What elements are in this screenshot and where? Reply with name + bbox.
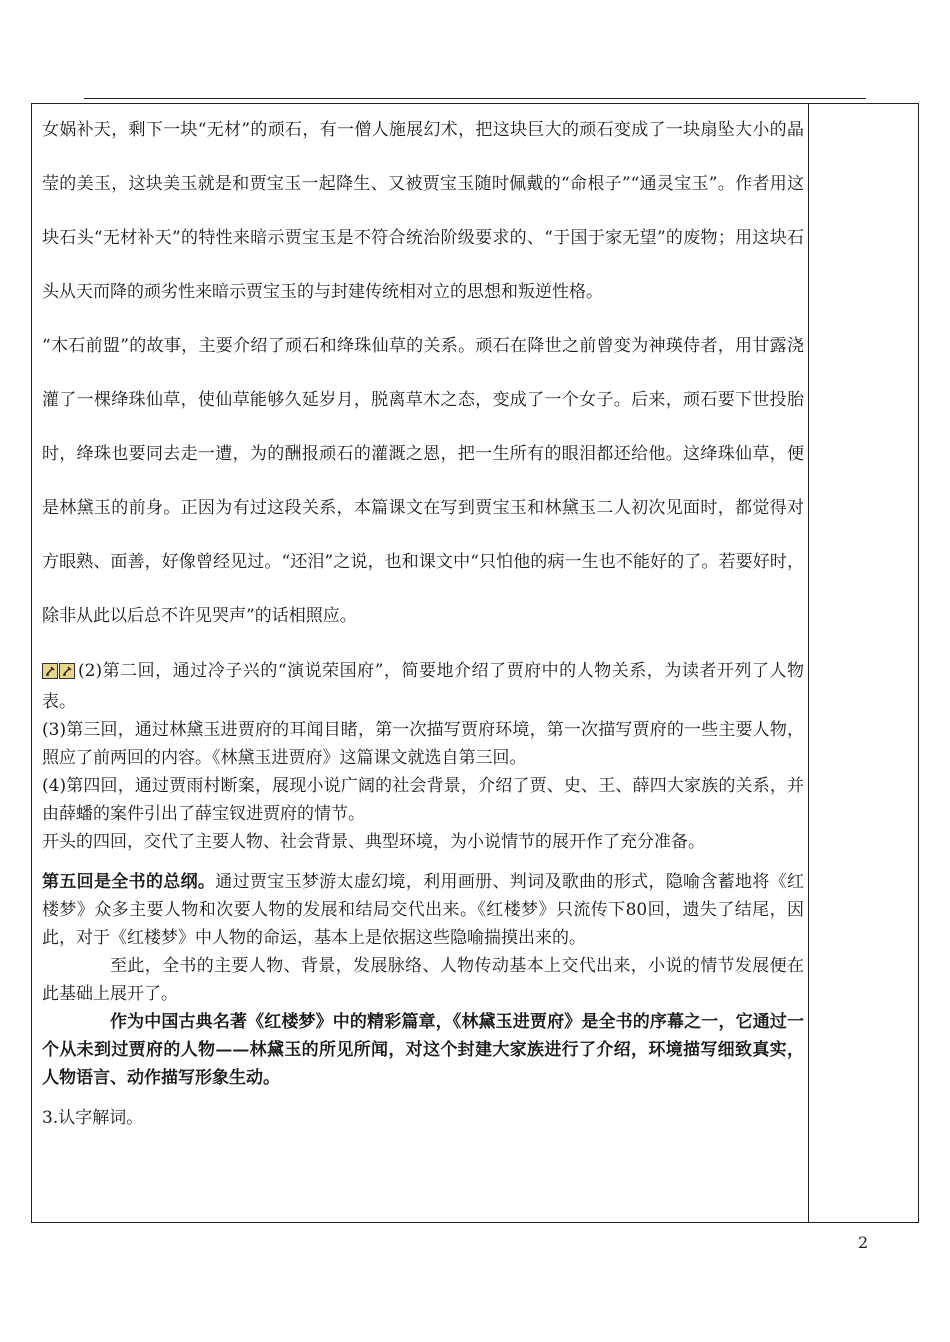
paragraph-stone: 女娲补天，剩下一块“无材”的顽石，有一僧人施展幻术，把这块巨大的顽石变成了一块扇坠大小的晶莹的美玉，这块美玉就是和贾宝玉一起降生、又被贾宝玉随时佩戴的“命根子”“通灵宝玉”。作者用这块石头“无材补天”的特性来暗示贾宝玉是不符合统治阶级要求的、“于国于家无望”的废物；用这块石头从天而降的顽劣性来暗示贾宝玉的与封建传统相对立的思想和叛逆性格。 [42, 120, 804, 302]
paragraph-alliance: “木石前盟”的故事，主要介绍了顽石和绛珠仙草的关系。顽石在降世之前曾变为神瑛侍者，用甘露浇灌了一棵绛珠仙草，使仙草能够久延岁月，脱离草木之态，变成了一个女子。后来，顽石要下世投胎时，绛珠也要同去走一遭，为的酬报顽石的灌溉之恩，把一生所有的眼泪都还给他。这绛珠仙草，便是林黛玉的前身。正因为有过这段关系，本篇课文在写到贾宝玉和林黛玉二人初次见面时，都觉得对方眼熟、面善，好像曾经见过。“还泪”之说，也和课文中“只怕他的病一生也不能好的了。若要好时，除非从此以后总不许见哭声”的话相照应。 [42, 336, 804, 626]
header-rule [84, 98, 866, 99]
paragraph-chapter-3: (3)第三回，通过林黛玉进贾府的耳闻目睹，第一次描写贾府环境，第一次描写贾府的一些主要人物，照应了前两回的内容。《林黛玉进贾府》这篇课文就选自第三回。 [42, 720, 804, 768]
paragraph-summary: 至此，全书的主要人物、背景，发展脉络、人物传动基本上交代出来，小说的情节发展便在此基础上展开了。 [42, 956, 804, 1004]
page-number: 2 [858, 1233, 869, 1252]
main-cell [42, 103, 804, 1132]
paragraph-conclusion: 作为中国古典名著《红楼梦》中的精彩篇章，《林黛玉进贾府》是全书的序幕之一，它通过一个从未到过贾府的人物——林黛玉的所见所闻，对这个封建大家族进行了介绍，环境描写细致真实，人物语言、动作描写形象生动。 [42, 1012, 804, 1088]
edit-marker-icon [42, 660, 76, 688]
chapter-5-lead: 第五回是全书的总纲。 [42, 872, 216, 892]
paragraph-chapter-4: (4)第四回，通过贾雨村断案，展现小说广阔的社会背景，介绍了贾、史、王、薛四大家族的关系，并由薛蟠的案件引出了薛宝钗进贾府的情节。 [42, 776, 804, 824]
chapter-5-body: 通过贾宝玉梦游太虚幻境，利用画册、判词及歌曲的形式，隐喻含蓄地将《红楼梦》众多主要人物和次要人物的发展和结局交代出来。《红楼梦》只流传下80回，遗失了结尾，因此，对于《红楼梦》中人物的命运，基本上是依据这些隐喻揣摸出来的。 [42, 872, 805, 948]
paragraph-chapter-2 [42, 657, 804, 716]
paragraph-chapter-2-text: (2)第二回，通过冷子兴的“演说荣国府”，简要地介绍了贾府中的人物关系，为读者开列了人物表。 [42, 661, 804, 712]
table-column-divider [808, 103, 809, 1223]
paragraph-chapter-5 [42, 868, 804, 952]
item-3-heading: 3.认字解词。 [42, 1108, 144, 1128]
paragraph-first-four: 开头的四回，交代了主要人物、社会背景、典型环境，为小说情节的展开作了充分准备。 [42, 832, 705, 852]
